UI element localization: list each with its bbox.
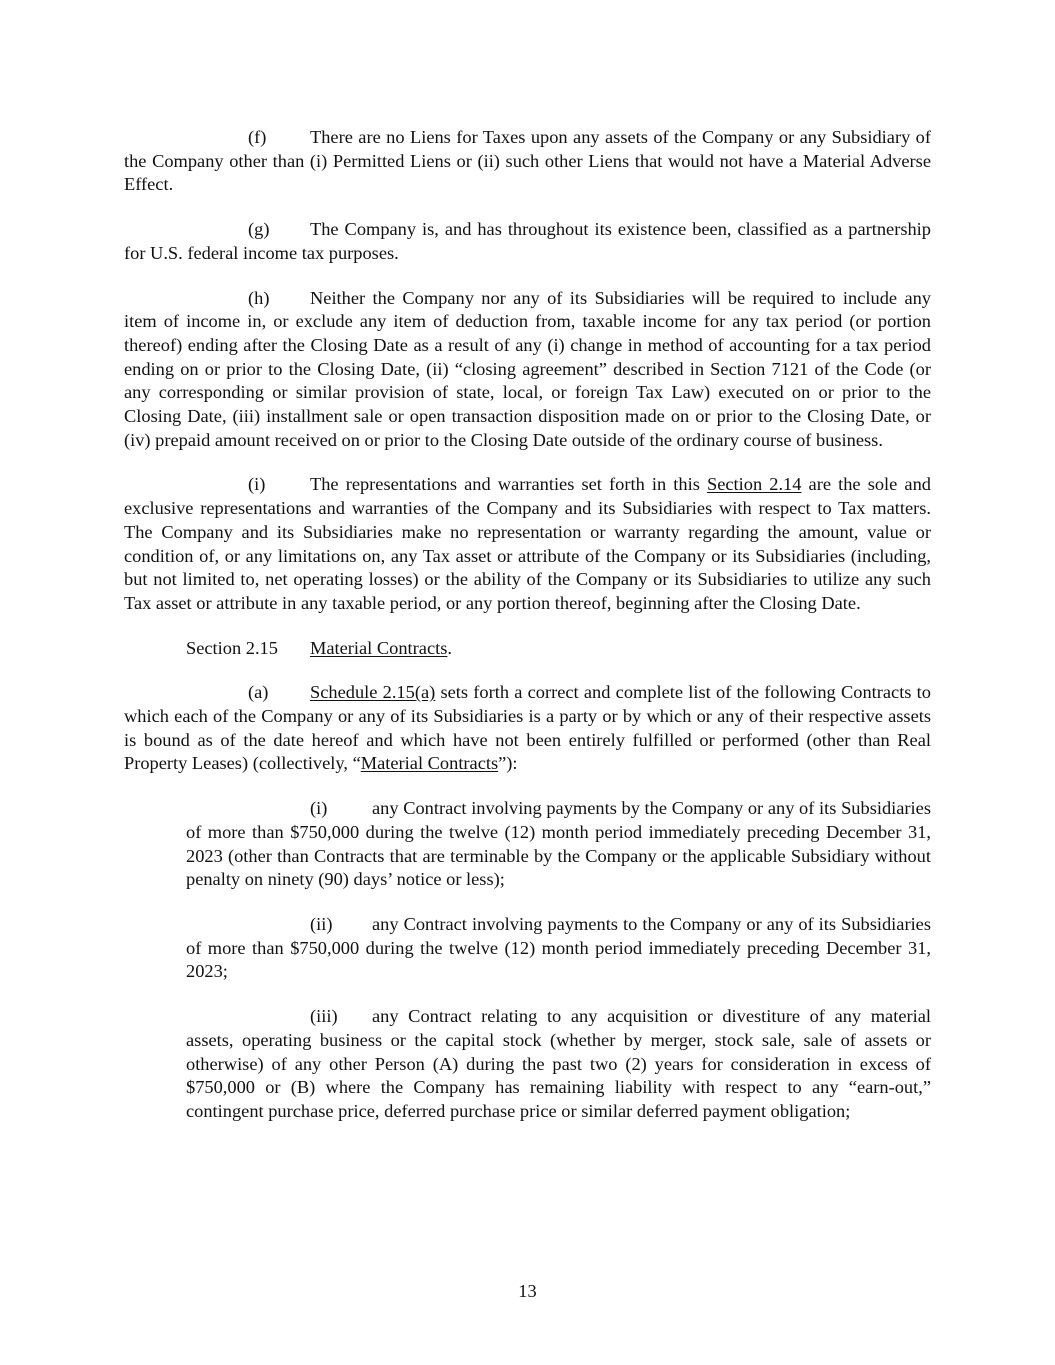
section-number: Section 2.15 xyxy=(186,637,278,658)
schedule-link[interactable]: Schedule 2.15(a) xyxy=(310,682,436,703)
defined-term: Material Contracts xyxy=(360,753,499,774)
section-heading xyxy=(124,637,931,661)
paragraph-label: (h) xyxy=(248,287,270,308)
section-title-period: . xyxy=(447,637,452,658)
paragraph-i xyxy=(124,473,931,615)
paragraph-text: ”): xyxy=(498,753,518,774)
paragraph-label: (f) xyxy=(248,127,267,147)
subitem-iii xyxy=(186,1005,931,1124)
section-title: Material Contracts xyxy=(310,637,448,658)
paragraph-a xyxy=(124,681,931,776)
subitem-label: (iii) xyxy=(310,1006,338,1027)
paragraph-f xyxy=(124,126,931,197)
paragraph-g xyxy=(124,218,931,265)
subitem-label: (ii) xyxy=(310,913,333,934)
paragraph-text: Neither the Company nor any of its Subsidiaries will be required to include any item of income in, or exclude any item of deduction from, taxable income for any tax period (or portion thereof) ending after the Closing Date as a result of any (i) change in method of accounting for a tax period ending on or prior to the Closing Date, (ii) “closing agreement” described in Section 7121 of the Code (or any corresponding or similar provision of state, local, or foreign Tax Law) executed on or prior to the Closing Date, (iii) installment sale or open transaction disposition made on or prior to the Closing Date, or (iv) prepaid amount received on or prior to the Closing Date outside of the ordinary course of business. xyxy=(124,287,931,450)
subitem-i xyxy=(186,797,931,892)
document-body xyxy=(124,126,931,1124)
paragraph-label: (g) xyxy=(248,219,270,240)
paragraph-label: (i) xyxy=(248,474,266,495)
section-2-14-link[interactable]: Section 2.14 xyxy=(706,474,802,495)
paragraph-text: are the sole and exclusive representations and warranties of the Company and its Subsidiaries with respect to Tax matters. The Company and its Subsidiaries make no representation or warranty regarding the amount, value or condition of, or any limitations on, any Tax asset or attribute of the Company or its Subsidiaries (including, but not limited to, net operating losses) or the ability of the Company or its Subsidiaries to utilize any such Tax asset or attribute in any taxable period, or any portion thereof, beginning after the Closing Date. xyxy=(124,474,931,613)
subitem-text: any Contract involving payments to the Company or any of its Subsidiaries of more than $750,000 during the twelve (12) month period immediately preceding December 31, 2023; xyxy=(186,913,931,982)
paragraph-text: The representations and warranties set forth in this xyxy=(310,474,707,495)
subitem-text: any Contract involving payments by the Company or any of its Subsidiaries of more than $750,000 during the twelve (12) month period immediately preceding December 31, 2023 (other than Contracts that are terminable by the Company or the applicable Subsidiary without penalty on ninety (90) days’ notice or less); xyxy=(186,798,931,890)
paragraph-h xyxy=(124,287,931,453)
paragraph-label: (a) xyxy=(248,682,269,703)
paragraph-text: The Company is, and has throughout its existence been, classified as a partnership for U.S. federal income tax purposes. xyxy=(124,219,931,263)
paragraph-text: sets forth a correct and complete list of the following Contracts to which each of the Company or any of its Subsidiaries is a party or by which or any of their respective assets is bound as of the date hereof and which have not been entirely fulfilled or performed (other than Real Property Leases) (collectively, “ xyxy=(124,682,931,774)
subitem-label: (i) xyxy=(310,798,328,819)
paragraph-text: There are no Liens for Taxes upon any assets of the Company or any Subsidiary of the Company other than (i) Permitted Liens or (ii) such other Liens that would not have a Material Adverse Effect. xyxy=(124,127,931,195)
subitem-text: any Contract relating to any acquisition or divestiture of any material assets, operating business or the capital stock (whether by merger, stock sale, sale of assets or otherwise) of any other Person (A) during the past two (2) years for consideration in excess of $750,000 or (B) where the Company has remaining liability with respect to any “earn-out,” contingent purchase price, deferred purchase price or similar deferred payment obligation; xyxy=(186,1006,931,1121)
page-number: 13 xyxy=(518,1281,537,1301)
subitem-ii xyxy=(186,913,931,984)
